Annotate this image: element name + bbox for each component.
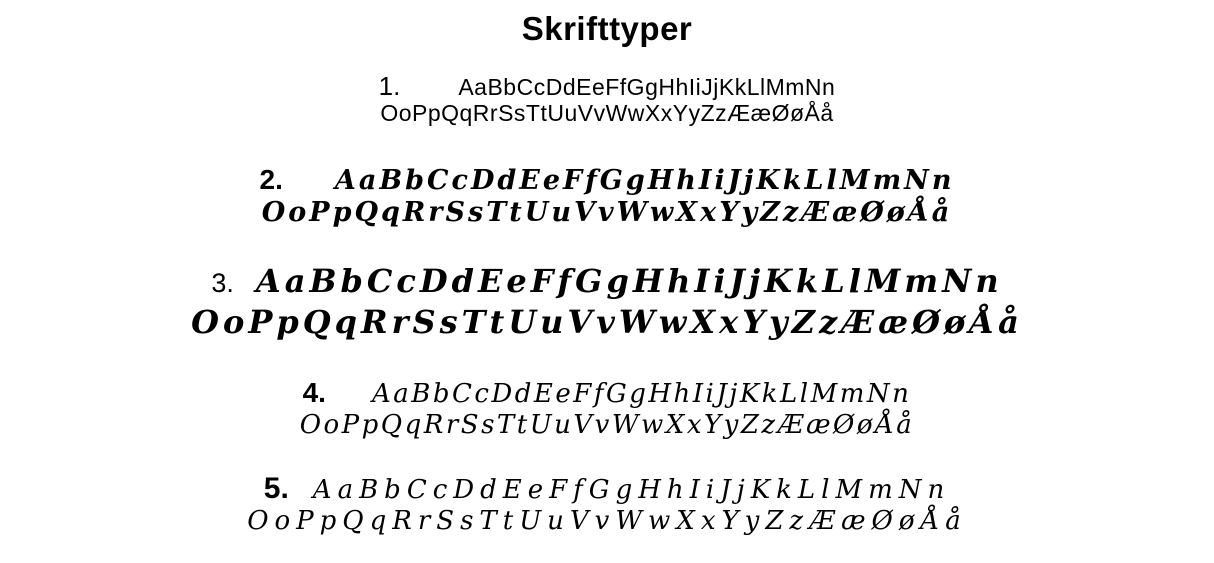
- sample-number: 5.: [263, 471, 289, 505]
- font-sample-1: [0, 72, 1214, 127]
- alphabet-text: AaBbCcDdEeFfGgHhIiJjKkLlMmNn: [312, 474, 951, 505]
- alphabet-line-2: OoPpQqRrSsTtUuVvWwXxYyZzÆæØøÅå: [247, 506, 967, 537]
- sample-number: 1.: [378, 71, 401, 101]
- alphabet-line-2: OoPpQqRrSsTtUuVvWwXxYyZzÆæØøÅå: [261, 196, 953, 228]
- font-sample-3: [0, 261, 1214, 343]
- sample-number: 4.: [302, 377, 326, 409]
- alphabet-text: AaBbCcDdEeFfGgHhIiJjKkLlMmNn: [371, 379, 912, 410]
- alphabet-line-1: [0, 471, 1214, 506]
- font-sample-2: [0, 163, 1214, 229]
- alphabet-line-1: [0, 72, 1214, 101]
- sample-number: 2.: [259, 163, 283, 195]
- font-sample-4: [0, 376, 1214, 440]
- alphabet-line-2: OoPpQqRrSsTtUuVvWwXxYyZzÆæØøÅå: [191, 302, 1023, 341]
- alphabet-line-1: [0, 376, 1214, 410]
- alphabet-line-2: OoPpQqRrSsTtUuVvWwXxYyZzÆæØøÅå: [299, 410, 915, 441]
- alphabet-line-1: [0, 261, 1214, 302]
- alphabet-text: AaBbCcDdEeFfGgHhIiJjKkLlMmNn: [255, 261, 1003, 300]
- alphabet-text: AaBbCcDdEeFfGgHhIiJjKkLlMmNn: [334, 164, 955, 196]
- sample-number: 3.: [211, 267, 234, 298]
- alphabet-line-2: OoPpQqRrSsTtUuVvWwXxYyZzÆæØøÅå: [380, 100, 834, 127]
- alphabet-line-1: [0, 163, 1214, 197]
- page-title: Skrifttyper: [521, 10, 693, 47]
- font-sample-5: [0, 471, 1214, 537]
- alphabet-text: AaBbCcDdEeFfGgHhIiJjKkLlMmNn: [458, 74, 836, 100]
